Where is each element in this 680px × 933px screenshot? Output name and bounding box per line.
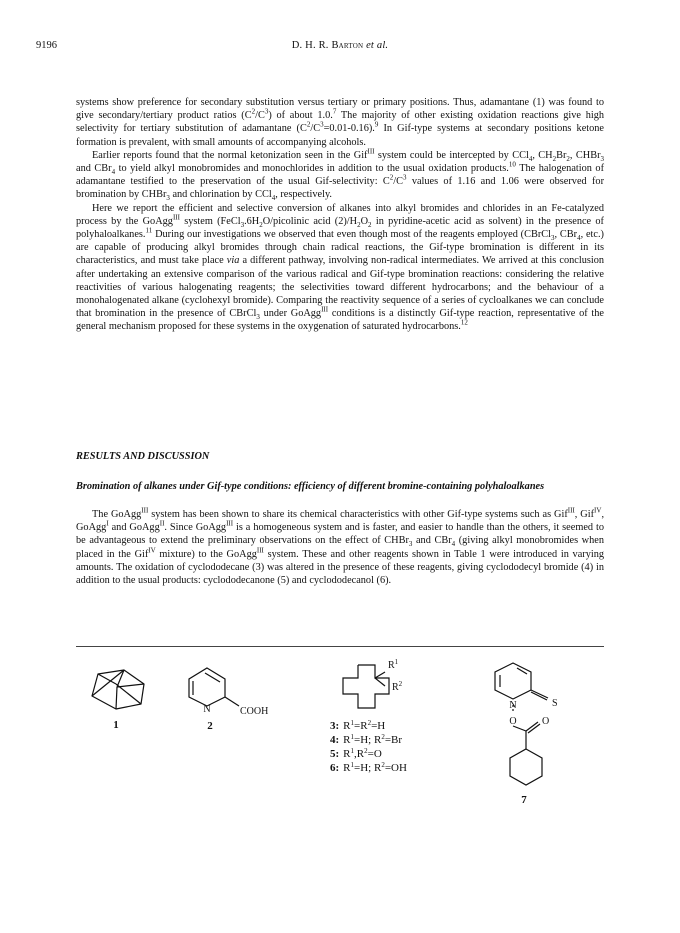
compound-label-2: 2 bbox=[207, 720, 213, 732]
results-paragraph-1: The GoAgg$^{III}$ system has been shown to share its chemical characteristics with other Gif-type systems such as Gif$^{III}$, Gif$^{IV}$, GoAgg$^I$ and GoAgg$^{II}$. Since GoAgg$^{III}$ is a homogeneous system and is faster, and easier to handle than the others, it seemed to be advantageous to extend the preliminary observations on the effect of CHBr$_3$ and CBr$_4$ (giving alkyl monobromides when placed in the Gif$^{IV}$ mixture) to the GoAgg$^{III}$ system. These and other reagents shown in Table 1 were introduced in varying amounts. The oxidation of cyclododecane (3) was altered in the presence of these reagents, giving cyclododecyl bromide (4) in addition to the usual products: cyclododecanone (5) and cyclododecanol (6). bbox=[76, 506, 605, 587]
compound-label-1: 1 bbox=[113, 719, 119, 731]
legend-num-5: 5: bbox=[330, 748, 340, 760]
compound-label-7: 7 bbox=[521, 794, 527, 806]
intro-paragraph-3: Here we report the efficient and selective conversion of alkanes into alkyl bromides and chlorides in an Fe-catalyzed process by the GoAgg$^{III}$ system ($FeCl_3.6H_2O$/picolinic acid $(2)/H_2O_2$ in pyridine-acetic acid as solvent) in the presence of polyhaloalkanes.$^{11}$ During our investigations we observed that even though most of the reagents employed (CBrCl$_3$, CBr$_4$, etc.) are capable of producing alkyl bromides through chain radical reactions, the Gif-type bromination is different in its characteristics, and must take place via a different pathway, involving non-radical intermediates. We arrived at this conclusion after undertaking an extensive comparison of the various radical and Gif-type bromination reactions: considering the relative reactivities of various halogenating reagents; the selectivities toward different hydrocarbons; and the behaviour of a monohalogenated alkane (cyclohexyl bromide). Comparing the reactivity sequence of a series of cycloalkanes we can conclude that bromination in the presence of CBrCl$_3$ under GoAgg$^{III}$ conditions is a distinctly Gif-type reaction, representative of the general mechanism proposed for these systems in the oxygenation of saturated hydrocarbons.$^{12}$ bbox=[76, 202, 605, 333]
atom-COOH: COOH bbox=[240, 706, 269, 717]
legend-num-4: 4: bbox=[330, 734, 340, 746]
picolinic-acid-structure bbox=[189, 668, 239, 706]
svg-text:R1 bbox=[388, 658, 399, 671]
adamantane-structure bbox=[92, 670, 144, 709]
intro-block bbox=[76, 96, 604, 334]
r2-label: R bbox=[392, 682, 399, 693]
intro-paragraph-1: systems show preference for secondary substitution versus tertiary or primary positions. Thus, adamantane (1) was found to give secondary/tertiary product ratios $(C^2/C^3)$ of about 1.0.$^7$ The majority of other existing oxidation reactions give high selectivity for tertiary substitution of adamantane $(C^2/C^3=0.01-0.16).^9$ In Gif-type systems at secondary positions ketone formation is prevalent, with small amounts of accompanying alcohols. bbox=[76, 97, 605, 148]
atom-S: S bbox=[552, 698, 558, 709]
legend-num-3: 3: bbox=[330, 720, 340, 732]
page-number: 9196 bbox=[36, 40, 57, 51]
svg-text:4:R1=H; R2=Br: 4: $R^1=H$; $R^2=Br$ bbox=[330, 733, 403, 746]
author-names: D. H. R. Barton bbox=[291, 40, 364, 51]
svg-text:6:R1=H; R2=OH: 6: $R^1=H$; $R^2=OH$ bbox=[330, 761, 407, 774]
r1-sup: 1 bbox=[394, 658, 399, 666]
running-header bbox=[36, 40, 644, 56]
intro-paragraph-2: Earlier reports found that the normal ketonization seen in the Gif$^{III}$ system could be intercepted by CCl$_4$, $CH_2Br_2$, CHBr$_3$ and CBr$_4$ to yield alkyl monobromides and monochlorides in addition to the usual oxidation products.$^{10}$ The halogenation of adamantane testified to the preservation of the usual Gif-selectivity: $C^2/C^3$ values of 1.16 and 1.06 were observed for bromination by CHBr$_3$ and chlorination by CCl$_4$, respectively. bbox=[76, 147, 605, 203]
bond-r2 bbox=[375, 678, 385, 686]
cyclododecane-structure bbox=[343, 665, 389, 708]
running-title bbox=[36, 40, 644, 51]
scheme-divider bbox=[76, 646, 604, 647]
svg-text:5:R1,R2=O: 5: $R^1,R^2=O$ bbox=[330, 747, 382, 760]
substituent-legend bbox=[330, 719, 407, 774]
thiohydroxamate-ester-structure bbox=[495, 663, 548, 785]
et-al: et al. bbox=[366, 40, 389, 51]
results-block bbox=[76, 508, 604, 587]
section-title: RESULTS AND DISCUSSION bbox=[76, 451, 210, 462]
atom-N-2: N bbox=[203, 704, 211, 715]
legend-num-6: 6: bbox=[330, 762, 340, 774]
atom-O-carbonyl: O bbox=[542, 716, 550, 727]
r1-label: R bbox=[388, 660, 395, 671]
subsection-title: Bromination of alkanes under Gif-type conditions: efficiency of different bromine-containing polyhaloalkanes bbox=[76, 481, 545, 492]
svg-text:R2 bbox=[392, 680, 403, 693]
chemical-structures-scheme bbox=[0, 650, 680, 933]
bond-r1 bbox=[375, 672, 385, 678]
svg-text:3:R1=R2=H: 3: $R^1=R^2=H$ bbox=[330, 719, 386, 732]
r2-sup: 2 bbox=[398, 680, 403, 688]
atom-N-7: N bbox=[509, 700, 517, 711]
atom-O-ester: O bbox=[509, 716, 517, 727]
